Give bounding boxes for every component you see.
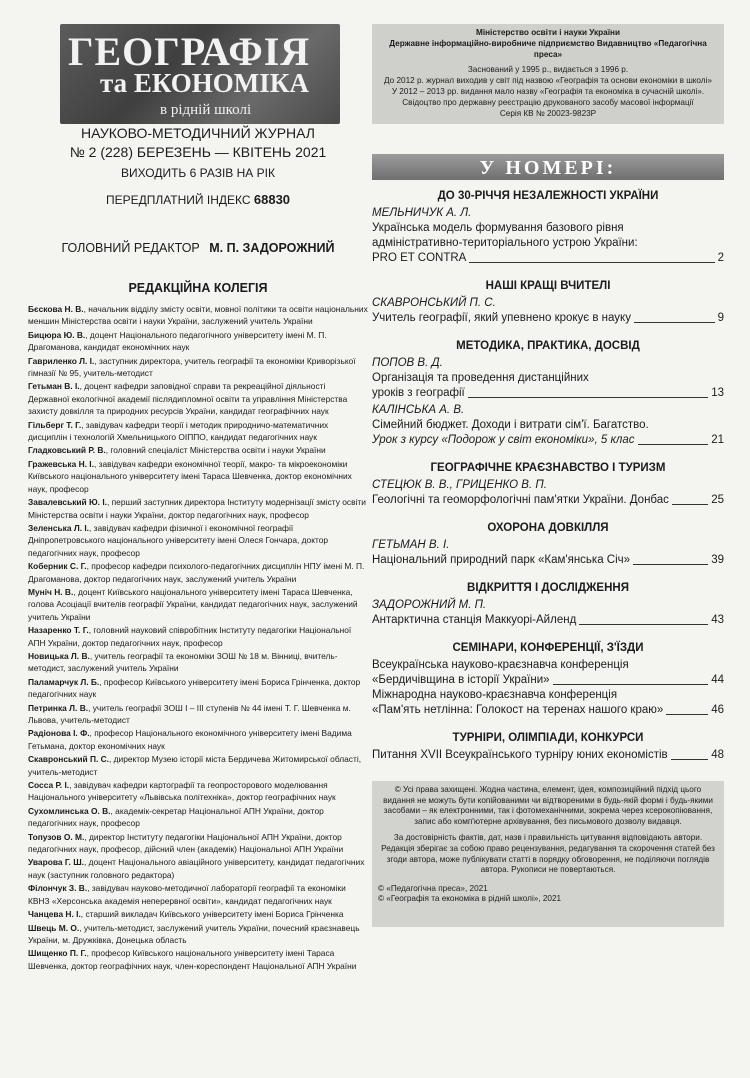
toc-article-line (372, 553, 724, 568)
board-member (28, 624, 368, 649)
toc-section (372, 340, 724, 448)
author-responsibility: За достовірність фактів, дат, назв і правильність цитування відповідають автори. (393, 833, 703, 843)
toc-article-title: «Бердичівщина в історії України» (372, 674, 550, 686)
board-member (28, 419, 368, 444)
toc-article-line (372, 251, 724, 266)
board-member-name: Петринка Л. В. (28, 702, 89, 713)
index-label: ПЕРЕДПЛАТНИЙ ІНДЕКС (105, 193, 251, 207)
board-member-position: , доцент Національного авіаційного університету, кандидат педагогічних наук (заступник головного редактора) (28, 857, 365, 880)
board-member (28, 496, 368, 521)
board-member-position: , завідувач науково-методичної лабораторії географії та економіки КВНЗ «Херсонська академія неперервної освіти», кандидат педагогічних наук (28, 883, 346, 906)
editor-label: ГОЛОВНИЙ РЕДАКТОР (61, 241, 200, 255)
board-member-position: , професор Київського університету імені Бориса Грінченка, доктор педагогічних наук (28, 676, 361, 700)
board-member-name: Уварова Г. Ш. (28, 857, 84, 868)
table-of-contents (372, 190, 724, 763)
logo-line-2: та ЕКОНОМІКА (100, 68, 309, 98)
toc-article-title: Міжнародна науково-краєзнавча конференція (372, 689, 618, 701)
board-member-position: , завідувач кафедри теорії і методик природничо-математичних дисциплін і технологій Хмельницького ОІППО, кандидат педагогічних наук (28, 419, 329, 443)
board-member-position: , головний спеціаліст Міністерства освіти і науки України (105, 445, 326, 456)
board-member (28, 882, 368, 907)
board-member (28, 727, 368, 752)
journal-type: НАУКОВО-МЕТОДИЧНИЙ ЖУРНАЛ (81, 125, 315, 141)
toc-leader (671, 759, 709, 760)
toc-article-line (372, 748, 724, 763)
toc-section (372, 582, 724, 628)
toc-article-title: Урок з курсу «Подорож у світ економіки», 5 клас (372, 434, 635, 446)
toc-page-number: 9 (717, 312, 724, 324)
board-member-name: Швець М. О. (28, 922, 80, 933)
board-member-position: , директор Інституту педагогіки Національної АПН України, доктор педагогічних наук, професор, дійсний член (академік) Національної АПН України (28, 831, 344, 855)
toc-section (372, 280, 724, 326)
board-member-position: , професор кафедри психолого-педагогічних дисциплін НПУ імені М. П. Драгоманова, доктор педагогічних наук, заслужений учитель України (28, 561, 365, 584)
board-member-name: Назаренко Т. Г. (28, 625, 89, 636)
board-member (28, 560, 368, 585)
toc-author: МЕЛЬНИЧУК А. Л. (372, 207, 472, 219)
board-member-position: , доцент кафедри заповідної справи та рекреаційної діяльності Державної екологічної академії післядипломної освіти та управління Міністерства захисту довкілля та природних ресурсів України, кандидат географічних наук (28, 381, 348, 417)
toc-article-title: Сімейний бюджет. Доходи і витрати сім'ї. Багатство. (372, 419, 649, 431)
journal-issue: № 2 (228) БЕРЕЗЕНЬ — КВІТЕНЬ 2021 (69, 144, 327, 160)
toc-article-line (372, 433, 724, 448)
toc-article-line (372, 658, 724, 673)
toc-section (372, 462, 724, 508)
toc-section-title: СЕМІНАРИ, КОНФЕРЕНЦІЇ, З'ЇЗДИ (452, 642, 644, 654)
board-member-position: , директор Музею історії міста Бердичева Житомирської області, учитель-методист (28, 754, 362, 777)
publisher-info (372, 24, 724, 124)
board-member (28, 586, 368, 623)
editor-name: М. П. ЗАДОРОЖНИЙ (209, 241, 335, 255)
board-member (28, 908, 368, 920)
board-member-name: Бицюра Ю. В. (28, 329, 86, 340)
board-member-name: Гладковський Р. В. (28, 445, 106, 456)
board-member-position: , учитель-методист, заслужений учитель України, почесний краєзнавець України, м. Дружківка, Донецька область (28, 922, 360, 945)
board-member-name: Коберник С. Г. (28, 561, 87, 572)
toc-page-number: 2 (717, 252, 724, 264)
toc-author: КАЛІНСЬКА А. В. (372, 404, 465, 416)
toc-section-title: ГЕОГРАФІЧНЕ КРАЄЗНАВСТВО І ТУРИЗМ (430, 462, 666, 474)
board-member-position: , академік-секретар Національної АПН України, доктор педагогічних наук, професор (28, 805, 324, 829)
copyright-notice: © Усі права захищені. Жодна частина, елемент, ідея, композиційний підхід цього видання не можуть бути копійованими чи відтвореними в будь-якій формі і будь-якими засобами – як електронними, так і фотомеханічними, зокрема через ксерокопіювання, запис або комп'ютерне архівування, без письмового дозволу видавця. (383, 785, 713, 826)
former-name-1: До 2012 р. журнал виходив у світ під назвою «Географія та основи економіки в школі» (384, 76, 712, 85)
board-member-name: Новицька Л. В. (28, 650, 90, 661)
right-column (372, 24, 724, 927)
toc-article-title: Всеукраїнська науково-краєзнавча конференція (372, 659, 629, 671)
board-member-name: Філончук З. В. (28, 883, 88, 894)
toc-author: СТЕЦЮК В. В., ГРИЦЕНКО В. П. (372, 479, 547, 491)
board-member-position: , професор Київського національного університету імені Тараса Шевченка, доктор географічних наук, член-кореспондент Національної АПН України (28, 948, 357, 971)
toc-leader (553, 684, 709, 685)
left-column (28, 24, 368, 973)
index-value: 68830 (253, 192, 291, 207)
board-member-name: Радіонова І. Ф. (28, 728, 90, 739)
toc-section (372, 732, 724, 763)
toc-leader (634, 322, 715, 323)
toc-section-title: ВІДКРИТТЯ І ДОСЛІДЖЕННЯ (467, 582, 629, 594)
board-member (28, 753, 368, 778)
board-member-name: Сухомлинська О. В. (28, 805, 111, 816)
publisher-name: Державне інформаційно-виробниче підприємство Видавництво «Педагогічна преса» (389, 39, 707, 59)
board-member-name: Чанцева Н. І. (28, 909, 81, 920)
logo-line-1: ГЕОГРАФІЯ (68, 29, 311, 74)
board-member (28, 805, 368, 830)
contents-banner-text: У НОМЕРІ: (479, 157, 617, 179)
board-member-position: , перший заступник директора Інституту модернізації змісту освіти Міністерства освіти і науки України, доктор педагогічних наук, професор (28, 497, 366, 520)
toc-section (372, 642, 724, 718)
board-member-position: , професор Національного економічного університету імені Вадима Гетьмана, доктор економічних наук (28, 728, 352, 751)
toc-leader (468, 397, 709, 398)
toc-section-title: ТУРНІРИ, ОЛІМПІАДИ, КОНКУРСИ (452, 732, 644, 744)
toc-author: ПОПОВ В. Д. (372, 357, 443, 369)
toc-article-line (372, 673, 724, 688)
copyright-journal: © «Географія та економіка в рідній школі», 2021 (378, 894, 562, 904)
toc-leader (666, 714, 708, 715)
toc-article-title: уроків з географії (372, 387, 465, 399)
board-member-position: , головний науковий співробітник Інституту педагогіки Національної АПН України, доктор педагогічних наук, професор (28, 625, 352, 648)
toc-article-line (372, 311, 724, 326)
board-member (28, 856, 368, 881)
toc-leader (633, 564, 708, 565)
board-member (28, 779, 368, 804)
contents-banner (372, 154, 724, 180)
board-member-name: Бєскова Н. В. (28, 304, 84, 314)
toc-page-number: 21 (711, 434, 724, 446)
toc-article-title: «Пам'ять нетлінна: Голокост на теренах нашого краю» (372, 704, 664, 716)
toc-page-number: 39 (711, 554, 724, 566)
toc-page-number: 48 (711, 749, 724, 761)
toc-leader (469, 262, 714, 263)
toc-section (372, 190, 724, 266)
board-member (28, 650, 368, 675)
toc-page-number: 25 (711, 494, 724, 506)
toc-article-title: Антарктична станція Маккуорі-Айленд (372, 614, 577, 626)
former-name-2: У 2012 – 2013 рр. видання мало назву «Географія та економіка в сучасній школі». (391, 87, 705, 96)
toc-section-title: НАШІ КРАЩІ ВЧИТЕЛІ (485, 280, 611, 292)
board-member-position: , доцент Київського національного університету імені Тараса Шевченка, голова Асоціації вчителів географії України, кандидат педагогічних наук, заслужений учитель України (28, 586, 358, 622)
board-title: РЕДАКЦІЙНА КОЛЕГІЯ (128, 281, 268, 295)
board-member-position: , учитель географії та економіки ЗОШ № 18 м. Вінниці, вчитель-методист, заслужений учитель України (28, 650, 338, 674)
toc-section-title: ОХОРОНА ДОВКІЛЛЯ (487, 522, 609, 534)
registration-series: Серія КВ № 20023-9823Р (499, 109, 597, 118)
board-member-position: , доцент Національного педагогічного університету імені М. П. Драгоманова, кандидат економічних наук (28, 329, 327, 353)
board-member-position: , завідувач кафедри економічної теорії, макро- та мікроекономіки Київського національного університету імені Тараса Шевченка, доктор економічних наук, професор (28, 458, 352, 494)
board-member-position: , заступник директора, учитель географії та економіки Криворізької гімназії № 95, учитель-методист (28, 355, 356, 379)
board-member-position: , начальник відділу змісту освіти, мовної політики та освіти національних меншин Міністерства освіти і науки України, заслужений учитель України (28, 304, 368, 327)
board-member (28, 380, 368, 417)
toc-page-number: 13 (711, 387, 724, 399)
toc-article-line (372, 703, 724, 718)
toc-page-number: 44 (711, 674, 724, 686)
ministry-name: Міністерство освіти і науки України (476, 28, 620, 37)
editorial-rights: Редакція зберігає за собою право рецензування, редагування та скорочення статей без згоди автора, може публікувати статті в порядку обговорення, не поділяючи поглядів автора. Рукописи не повертаються. (381, 843, 715, 875)
board-member (28, 947, 368, 972)
toc-leader (579, 624, 708, 625)
toc-article-line (372, 386, 724, 401)
board-member-name: Гетьман В. І. (28, 381, 80, 392)
board-member-name: Гавриленко Л. І. (28, 355, 95, 366)
board-member-name: Топузов О. М. (28, 831, 85, 842)
toc-article-title: Учитель географії, який упевнено крокує в науку (372, 312, 631, 324)
toc-leader (672, 504, 708, 505)
board-member (28, 355, 368, 380)
journal-logo (60, 24, 340, 124)
board-member-name: Паламарчук Л. Б. (28, 676, 100, 687)
registration-info: Свідоцтво про державну реєстрацію друкованого засобу масової інформації (402, 98, 694, 107)
board-member (28, 303, 368, 328)
toc-leader (638, 444, 709, 445)
chief-editor (28, 241, 368, 255)
journal-frequency: ВИХОДИТЬ 6 РАЗІВ НА РІК (121, 166, 275, 180)
board-member (28, 458, 368, 495)
toc-article-line (372, 418, 724, 433)
logo-line-3: в рідній школі (160, 102, 252, 118)
toc-author: ЗАДОРОЖНИЙ М. П. (372, 599, 487, 611)
toc-article-line (372, 236, 724, 251)
toc-section (372, 522, 724, 568)
board-member-position: , старший викладач Київського університету імені Бориса Грінченка (80, 909, 344, 920)
toc-article-title: Українська модель формування базового рівня (372, 222, 624, 234)
toc-section-title: МЕТОДИКА, ПРАКТИКА, ДОСВІД (456, 340, 640, 352)
toc-article-title: Національний природний парк «Кам'янська Січ» (372, 554, 631, 566)
toc-article-title: адміністративно-територіального устрою України: (372, 237, 638, 249)
toc-article-line (372, 613, 724, 628)
board-member (28, 522, 368, 559)
board-member-name: Завалевський Ю. І. (28, 497, 107, 508)
toc-article-title: Організація та проведення дистанційних (372, 372, 589, 384)
founded-info: Заснований у 1995 р., видається з 1996 р. (467, 65, 629, 74)
board-member (28, 702, 368, 727)
toc-article-title: Питання XVII Всеукраїнського турніру юних економістів (372, 749, 668, 761)
copyright-publisher: © «Педагогічна преса», 2021 (378, 883, 488, 893)
board-member-name: Скавронський П. С. (28, 754, 110, 765)
toc-article-line (372, 688, 724, 703)
board-member (28, 831, 368, 856)
board-member (28, 922, 368, 947)
copyright-box (372, 781, 724, 927)
toc-article-title: PRO ET CONTRA (372, 252, 467, 264)
toc-author: ГЕТЬМАН В. І. (372, 539, 450, 551)
board-member-name: Гільберг Т. Г. (28, 419, 82, 430)
toc-author: СКАВРОНСЬКИЙ П. С. (372, 297, 496, 309)
toc-article-title: Геологічні та геоморфологічні пам'ятки України. Донбас (372, 494, 669, 506)
editorial-board-list (28, 303, 368, 972)
board-member-name: Сосса Р. І. (28, 780, 70, 791)
board-member-position: , завідувач кафедри картографії та геопросторового моделювання Національного університету «Львівська політехніка», доктор географічних наук (28, 780, 336, 803)
board-member (28, 444, 368, 456)
board-member-name: Гражевська Н. І. (28, 458, 94, 469)
board-member-name: Муніч Н. В. (28, 586, 74, 597)
toc-section-title: ДО 30-РІЧЧЯ НЕЗАЛЕЖНОСТІ УКРАЇНИ (437, 190, 659, 202)
toc-page-number: 46 (711, 704, 724, 716)
subscription-index (28, 192, 368, 207)
board-member (28, 676, 368, 701)
board-member-name: Зеленська Л. І. (28, 522, 89, 533)
toc-article-line (372, 371, 724, 386)
board-member (28, 329, 368, 354)
board-member-name: Шищенко П. Г. (28, 948, 87, 959)
toc-article-line (372, 493, 724, 508)
board-member-position: , учитель географії ЗОШ І – ІІІ ступенів № 44 імені Т. Г. Шевченка м. Львова, учитель-методист (28, 702, 351, 725)
toc-article-line (372, 221, 724, 236)
board-member-position: , завідувач кафедри фізичної і економічної географії Дніпропетровського національного університету імені Олеся Гончара, доктор педагогічних наук, професор (28, 522, 329, 558)
toc-page-number: 43 (711, 614, 724, 626)
